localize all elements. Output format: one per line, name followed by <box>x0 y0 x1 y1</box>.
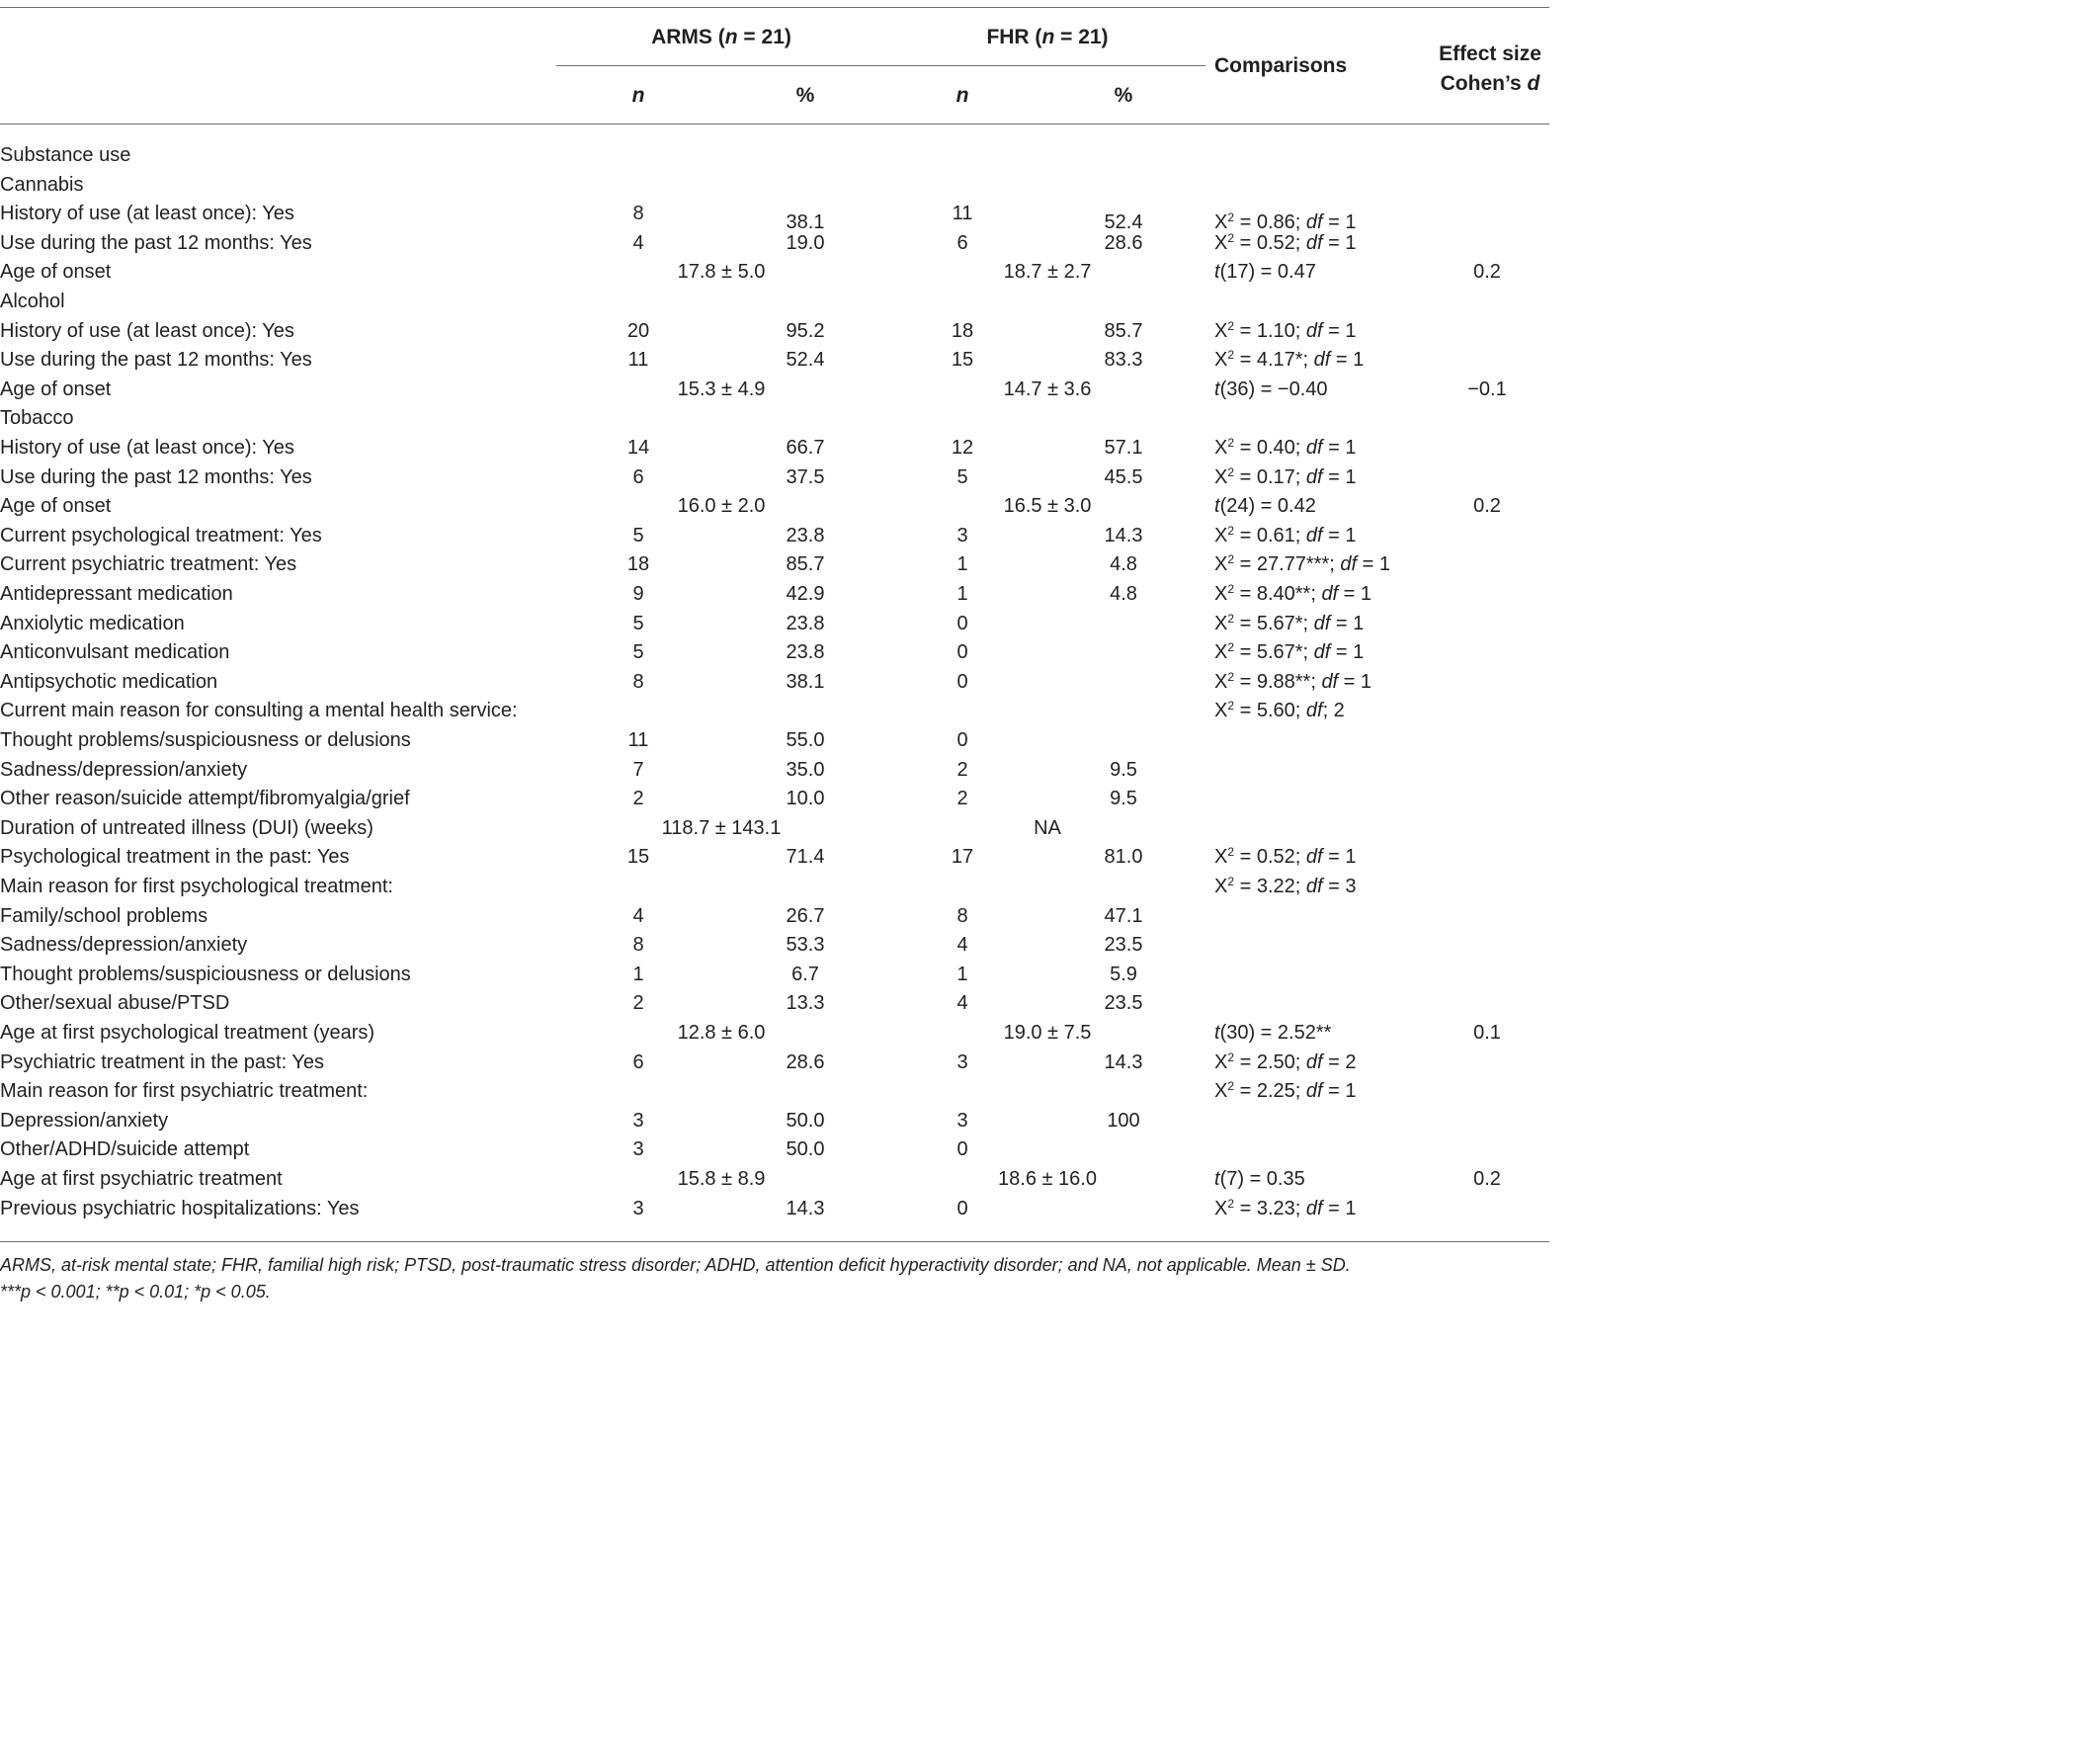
chi-square-symbol: X <box>1214 553 1228 575</box>
comparison-value: = 0.61; <box>1234 525 1306 546</box>
comparison-cell <box>1214 1167 1305 1191</box>
arms-mean-sd-cell: 118.7 ± 143.1 <box>661 817 782 839</box>
row-label: Use during the past 12 months: Yes <box>0 232 312 254</box>
chi-square-symbol: X <box>1214 613 1228 634</box>
chi-square-superscript: 2 <box>1227 465 1235 479</box>
fhr-pct-cell: 9.5 <box>1110 788 1137 809</box>
arms-pct-cell: 13.3 <box>786 992 825 1014</box>
arms-n-cell: 3 <box>632 1198 644 1219</box>
comparison-cell <box>1214 699 1345 722</box>
row-label: History of use (at least once): Yes <box>0 320 294 342</box>
fhr-n-cell: 4 <box>956 934 968 956</box>
arms-pct-cell: 50.0 <box>786 1138 825 1160</box>
row-label: Current psychological treatment: Yes <box>0 525 322 546</box>
chi-square-superscript: 2 <box>1227 319 1235 333</box>
fhr-n-cell: 1 <box>956 553 968 575</box>
arms-pct-cell: 14.3 <box>786 1198 825 1219</box>
arms-n-cell: 8 <box>632 934 644 956</box>
arms-n-cell: 9 <box>632 583 644 605</box>
fhr-pct-cell: 28.6 <box>1104 232 1143 254</box>
fhr-pct-cell: 100 <box>1107 1110 1140 1132</box>
fhr-pct-cell: 4.8 <box>1110 553 1137 575</box>
fhr-n-cell: 1 <box>956 583 968 605</box>
row-label: Substance use <box>0 144 131 166</box>
comparison-cell <box>1214 378 1328 401</box>
bottom-rule <box>0 1241 1549 1242</box>
df-value: = 2 <box>1322 1051 1357 1073</box>
chi-square-superscript: 2 <box>1227 231 1235 245</box>
comparison-value: = 0.17; <box>1234 466 1306 488</box>
df-symbol: df <box>1305 437 1323 459</box>
arms-n-cell: 20 <box>626 320 650 342</box>
arms-pct-cell: 95.2 <box>786 320 825 342</box>
row-label: Cannabis <box>0 174 84 196</box>
chi-square-superscript: 2 <box>1227 640 1235 654</box>
arms-n-cell: 5 <box>632 641 644 663</box>
row-label: Age at first psychiatric treatment <box>0 1168 283 1190</box>
chi-square-superscript: 2 <box>1227 612 1235 626</box>
row-label: Age at first psychological treatment (years) <box>0 1022 375 1044</box>
df-symbol: df <box>1305 876 1323 897</box>
chi-square-symbol: X <box>1214 1051 1228 1073</box>
fhr-group-header: FHR (n = 21) <box>986 26 1109 48</box>
top-rule <box>0 7 1549 8</box>
chi-square-symbol: X <box>1214 700 1228 721</box>
t-symbol: t <box>1214 1022 1220 1044</box>
fhr-n-header: n <box>956 84 969 107</box>
df-symbol: df <box>1305 320 1323 342</box>
row-label: Other/ADHD/suicide attempt <box>0 1138 250 1160</box>
row-label: Alcohol <box>0 291 65 312</box>
row-label: Anticonvulsant medication <box>0 641 230 663</box>
fhr-pct-cell: 81.0 <box>1104 846 1143 868</box>
fhr-n-cell: 6 <box>956 232 968 254</box>
comparison-value: = 2.25; <box>1234 1080 1306 1102</box>
fhr-n-cell: 11 <box>952 203 973 224</box>
chi-square-superscript: 2 <box>1227 348 1235 362</box>
comparison-cell <box>1214 524 1356 547</box>
row-label: Psychiatric treatment in the past: Yes <box>0 1051 324 1073</box>
comparison-value: (30) = 2.52** <box>1219 1022 1332 1044</box>
arms-n-cell: 18 <box>626 553 650 575</box>
arms-n-cell: 14 <box>626 437 650 459</box>
chi-square-superscript: 2 <box>1227 1050 1235 1064</box>
effect-size-header <box>1423 40 1557 99</box>
df-symbol: df <box>1305 1080 1323 1102</box>
df-value: = 1 <box>1322 211 1357 233</box>
row-label: Thought problems/suspiciousness or delusions <box>0 964 411 985</box>
row-label: Sadness/depression/anxiety <box>0 934 248 956</box>
arms-pct-cell: 53.3 <box>786 934 825 956</box>
df-value: = 1 <box>1330 613 1365 634</box>
arms-n-cell: 6 <box>632 466 644 488</box>
arms-mean-sd-cell: 12.8 ± 6.0 <box>677 1022 766 1044</box>
arms-n-cell: 11 <box>627 349 649 371</box>
df-symbol: df <box>1305 232 1323 254</box>
arms-n-cell: 7 <box>632 759 644 781</box>
footnote-significance: ***p < 0.001; **p < 0.01; *p < 0.05. <box>0 1282 271 1302</box>
comparison-cell <box>1214 260 1316 284</box>
fhr-n-cell: 5 <box>956 466 968 488</box>
arms-pct-cell: 66.7 <box>786 437 825 459</box>
chi-square-symbol: X <box>1214 211 1228 233</box>
row-label: Other/sexual abuse/PTSD <box>0 992 230 1014</box>
row-label: Age of onset <box>0 495 112 517</box>
effect-size-header-line1: Effect size <box>1439 42 1541 65</box>
fhr-pct-cell: 45.5 <box>1104 466 1143 488</box>
fhr-n-cell: 0 <box>956 671 968 693</box>
fhr-mean-sd-cell: NA <box>1034 817 1061 839</box>
comparison-value: = 27.77***; <box>1234 553 1341 575</box>
fhr-n-cell: 2 <box>956 788 968 809</box>
comparison-value: = 0.52; <box>1234 232 1306 254</box>
arms-pct-cell: 50.0 <box>786 1110 825 1132</box>
chi-square-superscript: 2 <box>1227 436 1235 450</box>
row-label: Use during the past 12 months: Yes <box>0 466 312 488</box>
comparison-cell <box>1214 612 1364 635</box>
t-symbol: t <box>1214 378 1220 400</box>
arms-pct-cell: 23.8 <box>786 641 825 663</box>
comparison-cell <box>1214 845 1356 869</box>
row-label: Use during the past 12 months: Yes <box>0 349 312 371</box>
fhr-n-cell: 17 <box>951 846 974 868</box>
arms-n-cell: 2 <box>632 788 644 809</box>
row-label: Main reason for first psychological treatment: <box>0 876 393 897</box>
row-label: Anxiolytic medication <box>0 613 185 634</box>
fhr-n-cell: 0 <box>956 1198 968 1219</box>
comparison-cell <box>1214 552 1390 576</box>
row-label: Family/school problems <box>0 905 208 927</box>
chi-square-symbol: X <box>1214 437 1228 459</box>
group-rule <box>556 65 1205 66</box>
chi-square-superscript: 2 <box>1227 1197 1235 1211</box>
chi-square-symbol: X <box>1214 349 1228 371</box>
df-symbol: df <box>1305 211 1323 233</box>
chi-square-superscript: 2 <box>1227 524 1235 538</box>
arms-n-cell: 5 <box>632 613 644 634</box>
fhr-mean-sd-cell: 18.6 ± 16.0 <box>998 1168 1097 1190</box>
fhr-mean-sd-cell: 14.7 ± 3.6 <box>1003 378 1092 400</box>
chi-square-symbol: X <box>1214 583 1228 605</box>
fhr-n-cell: 2 <box>956 759 968 781</box>
comparison-cell <box>1214 348 1364 372</box>
comparison-value: = 0.52; <box>1234 846 1306 868</box>
comparison-value: = 5.67*; <box>1234 613 1314 634</box>
comparison-value: = 5.67*; <box>1234 641 1314 663</box>
comparison-cell <box>1214 465 1356 489</box>
df-value: = 1 <box>1322 525 1357 546</box>
df-value: = 1 <box>1357 553 1390 575</box>
comparison-value: = 2.50; <box>1234 1051 1306 1073</box>
arms-n-cell: 5 <box>632 525 644 546</box>
comparison-value: (24) = 0.42 <box>1219 495 1316 517</box>
df-symbol: df <box>1321 583 1339 605</box>
df-value: = 1 <box>1330 349 1365 371</box>
df-value: = 1 <box>1338 671 1372 693</box>
arms-n-cell: 3 <box>632 1138 644 1160</box>
chi-square-symbol: X <box>1214 876 1228 897</box>
fhr-n-cell: 0 <box>956 729 968 751</box>
row-label: Depression/anxiety <box>0 1110 169 1132</box>
arms-n-cell: 8 <box>632 203 644 224</box>
arms-pct-cell: 71.4 <box>786 846 825 868</box>
row-label: Sadness/depression/anxiety <box>0 759 248 781</box>
comparison-cell <box>1214 231 1356 255</box>
arms-n-cell: 15 <box>626 846 650 868</box>
comparison-value: (36) = −0.40 <box>1219 378 1328 400</box>
df-value: = 1 <box>1322 1198 1357 1219</box>
arms-n-cell: 4 <box>632 232 644 254</box>
chi-square-superscript: 2 <box>1227 875 1235 888</box>
comparison-value: = 9.88**; <box>1234 671 1322 693</box>
comparison-cell <box>1214 875 1356 898</box>
arms-pct-cell: 37.5 <box>786 466 825 488</box>
arms-pct-cell: 35.0 <box>786 759 825 781</box>
comparison-cell <box>1214 670 1371 694</box>
df-value: = 1 <box>1322 320 1357 342</box>
chi-square-superscript: 2 <box>1227 699 1235 713</box>
chi-square-superscript: 2 <box>1227 670 1235 684</box>
comparison-value: = 4.17*; <box>1234 349 1314 371</box>
df-symbol: df <box>1305 525 1323 546</box>
fhr-pct-cell: 83.3 <box>1104 349 1143 371</box>
effect-size-header-line2: Cohen’s d <box>1440 72 1540 95</box>
fhr-n-cell: 8 <box>956 905 968 927</box>
row-label: Current main reason for consulting a mental health service: <box>0 700 518 721</box>
fhr-pct-cell: 57.1 <box>1104 437 1143 459</box>
row-label: Thought problems/suspiciousness or delusions <box>0 729 411 751</box>
chi-square-superscript: 2 <box>1227 582 1235 596</box>
chi-square-symbol: X <box>1214 846 1228 868</box>
fhr-pct-cell: 4.8 <box>1110 583 1137 605</box>
fhr-pct-cell: 14.3 <box>1104 1051 1143 1073</box>
comparison-value: (7) = 0.35 <box>1219 1168 1305 1190</box>
chi-square-superscript: 2 <box>1227 552 1235 566</box>
df-symbol: df <box>1305 846 1323 868</box>
df-symbol: df <box>1305 1198 1323 1219</box>
row-label: History of use (at least once): Yes <box>0 437 294 459</box>
df-symbol: df <box>1305 466 1323 488</box>
comparison-cell <box>1214 1021 1331 1045</box>
arms-n-cell: 11 <box>627 729 649 751</box>
df-value: = 1 <box>1322 1080 1357 1102</box>
row-label: Previous psychiatric hospitalizations: Yes <box>0 1198 360 1219</box>
arms-n-header: n <box>631 84 645 107</box>
arms-mean-sd-cell: 17.8 ± 5.0 <box>677 261 766 283</box>
arms-pct-cell: 23.8 <box>786 525 825 546</box>
chi-square-symbol: X <box>1214 641 1228 663</box>
row-label: Age of onset <box>0 261 112 283</box>
chi-square-symbol: X <box>1214 1080 1228 1102</box>
df-symbol: df <box>1340 553 1358 575</box>
df-symbol: df <box>1313 613 1331 634</box>
row-label: Antipsychotic medication <box>0 671 218 693</box>
arms-pct-cell: 55.0 <box>786 729 825 751</box>
comparison-cell <box>1214 1079 1356 1103</box>
arms-pct-cell: 23.8 <box>786 613 825 634</box>
arms-pct-cell: 52.4 <box>786 349 825 371</box>
comparison-cell <box>1214 436 1356 460</box>
fhr-mean-sd-cell: 18.7 ± 2.7 <box>1003 261 1092 283</box>
effect-size-cell: 0.1 <box>1473 1022 1501 1044</box>
arms-pct-cell: 42.9 <box>786 583 825 605</box>
fhr-n-cell: 3 <box>956 1110 968 1132</box>
df-value: = 1 <box>1322 466 1357 488</box>
chi-square-symbol: X <box>1214 320 1228 342</box>
arms-mean-sd-cell: 15.8 ± 8.9 <box>677 1168 766 1190</box>
fhr-n-cell: 0 <box>956 641 968 663</box>
df-symbol: df <box>1305 700 1323 721</box>
arms-group-header: ARMS (n = 21) <box>651 26 791 48</box>
comparison-value: = 3.22; <box>1234 876 1306 897</box>
row-label: Main reason for first psychiatric treatment: <box>0 1080 369 1102</box>
arms-pct-cell: 19.0 <box>786 232 825 254</box>
chi-square-symbol: X <box>1214 466 1228 488</box>
arms-pct-cell: 28.6 <box>786 1051 825 1073</box>
comparison-value: (17) = 0.47 <box>1219 261 1316 283</box>
comparisons-header: Comparisons <box>1214 54 1348 77</box>
comparison-value: = 0.40; <box>1234 437 1306 459</box>
df-value: = 1 <box>1338 583 1372 605</box>
row-label: Psychological treatment in the past: Yes <box>0 846 350 868</box>
arms-mean-sd-cell: 16.0 ± 2.0 <box>677 495 766 517</box>
t-symbol: t <box>1214 1168 1220 1190</box>
fhr-mean-sd-cell: 16.5 ± 3.0 <box>1003 495 1092 517</box>
df-symbol: df <box>1305 1051 1323 1073</box>
df-value: = 3 <box>1322 876 1357 897</box>
row-label: Tobacco <box>0 407 74 429</box>
chi-square-superscript: 2 <box>1227 845 1235 859</box>
fhr-n-cell: 3 <box>956 1051 968 1073</box>
df-symbol: df <box>1313 349 1331 371</box>
row-label: History of use (at least once): Yes <box>0 203 294 224</box>
fhr-mean-sd-cell: 19.0 ± 7.5 <box>1003 1022 1092 1044</box>
arms-n-cell: 3 <box>632 1110 644 1132</box>
fhr-pct-cell: 47.1 <box>1104 905 1143 927</box>
footnote-abbreviations: ARMS, at-risk mental state; FHR, familial high risk; PTSD, post-traumatic stress disorder; ADHD, attention deficit hyperactivity disorder; and NA, not applicable. Mean ± SD. <box>0 1255 1351 1275</box>
comparison-cell <box>1214 1197 1356 1220</box>
row-label: Duration of untreated illness (DUI) (weeks) <box>0 817 374 839</box>
header-rule <box>0 124 1549 125</box>
chi-square-symbol: X <box>1214 232 1228 254</box>
arms-n-cell: 2 <box>632 992 644 1014</box>
comparison-cell <box>1214 1050 1356 1074</box>
arms-pct-cell: 6.7 <box>791 964 819 985</box>
t-symbol: t <box>1214 261 1220 283</box>
arms-n-cell: 4 <box>632 905 644 927</box>
chi-square-superscript: 2 <box>1227 210 1235 224</box>
comparison-value: = 8.40**; <box>1234 583 1322 605</box>
arms-mean-sd-cell: 15.3 ± 4.9 <box>677 378 766 400</box>
row-label: Current psychiatric treatment: Yes <box>0 553 297 575</box>
df-value: = 1 <box>1330 641 1365 663</box>
fhr-pct-cell: 9.5 <box>1110 759 1137 781</box>
comparison-value: = 3.23; <box>1234 1198 1306 1219</box>
comparison-value: = 5.60; <box>1234 700 1306 721</box>
fhr-n-cell: 12 <box>951 437 974 459</box>
chi-square-superscript: 2 <box>1227 1079 1235 1093</box>
arms-pct-header: % <box>795 84 815 107</box>
fhr-n-cell: 3 <box>956 525 968 546</box>
fhr-pct-cell: 5.9 <box>1110 964 1137 985</box>
row-label: Other reason/suicide attempt/fibromyalgia/grief <box>0 788 410 809</box>
effect-size-cell: 0.2 <box>1473 495 1501 517</box>
comparison-cell <box>1214 582 1371 606</box>
arms-n-cell: 6 <box>632 1051 644 1073</box>
comparison-cell <box>1214 494 1316 518</box>
effect-size-cell: 0.2 <box>1473 261 1501 283</box>
effect-size-cell: 0.2 <box>1473 1168 1501 1190</box>
arms-n-cell: 1 <box>632 964 644 985</box>
chi-square-symbol: X <box>1214 671 1228 693</box>
df-value: ; 2 <box>1322 700 1345 721</box>
fhr-n-cell: 15 <box>951 349 974 371</box>
arms-pct-cell: 38.1 <box>786 671 825 693</box>
fhr-n-cell: 0 <box>956 613 968 634</box>
df-value: = 1 <box>1322 437 1357 459</box>
comparison-cell <box>1214 640 1364 664</box>
effect-size-cell: −0.1 <box>1467 378 1507 400</box>
fhr-pct-cell: 23.5 <box>1104 934 1143 956</box>
fhr-pct-cell: 52.4 <box>1104 211 1143 233</box>
fhr-n-cell: 0 <box>956 1138 968 1160</box>
df-value: = 1 <box>1322 232 1357 254</box>
row-label: Antidepressant medication <box>0 583 233 605</box>
arms-pct-cell: 85.7 <box>786 553 825 575</box>
arms-pct-cell: 38.1 <box>786 211 825 233</box>
df-symbol: df <box>1321 671 1339 693</box>
fhr-pct-cell: 14.3 <box>1104 525 1143 546</box>
fhr-pct-cell: 23.5 <box>1104 992 1143 1014</box>
chi-square-symbol: X <box>1214 525 1228 546</box>
comparison-cell <box>1214 319 1356 343</box>
row-label: Age of onset <box>0 378 112 400</box>
comparison-value: = 0.86; <box>1234 211 1306 233</box>
arms-pct-cell: 26.7 <box>786 905 825 927</box>
fhr-n-cell: 1 <box>956 964 968 985</box>
t-symbol: t <box>1214 495 1220 517</box>
fhr-pct-cell: 85.7 <box>1104 320 1143 342</box>
comparison-value: = 1.10; <box>1234 320 1306 342</box>
arms-pct-cell: 10.0 <box>786 788 825 809</box>
arms-n-cell: 8 <box>632 671 644 693</box>
fhr-pct-header: % <box>1114 84 1133 107</box>
fhr-n-cell: 18 <box>951 320 974 342</box>
chi-square-symbol: X <box>1214 1198 1228 1219</box>
df-value: = 1 <box>1322 846 1357 868</box>
df-symbol: df <box>1313 641 1331 663</box>
fhr-n-cell: 4 <box>956 992 968 1014</box>
